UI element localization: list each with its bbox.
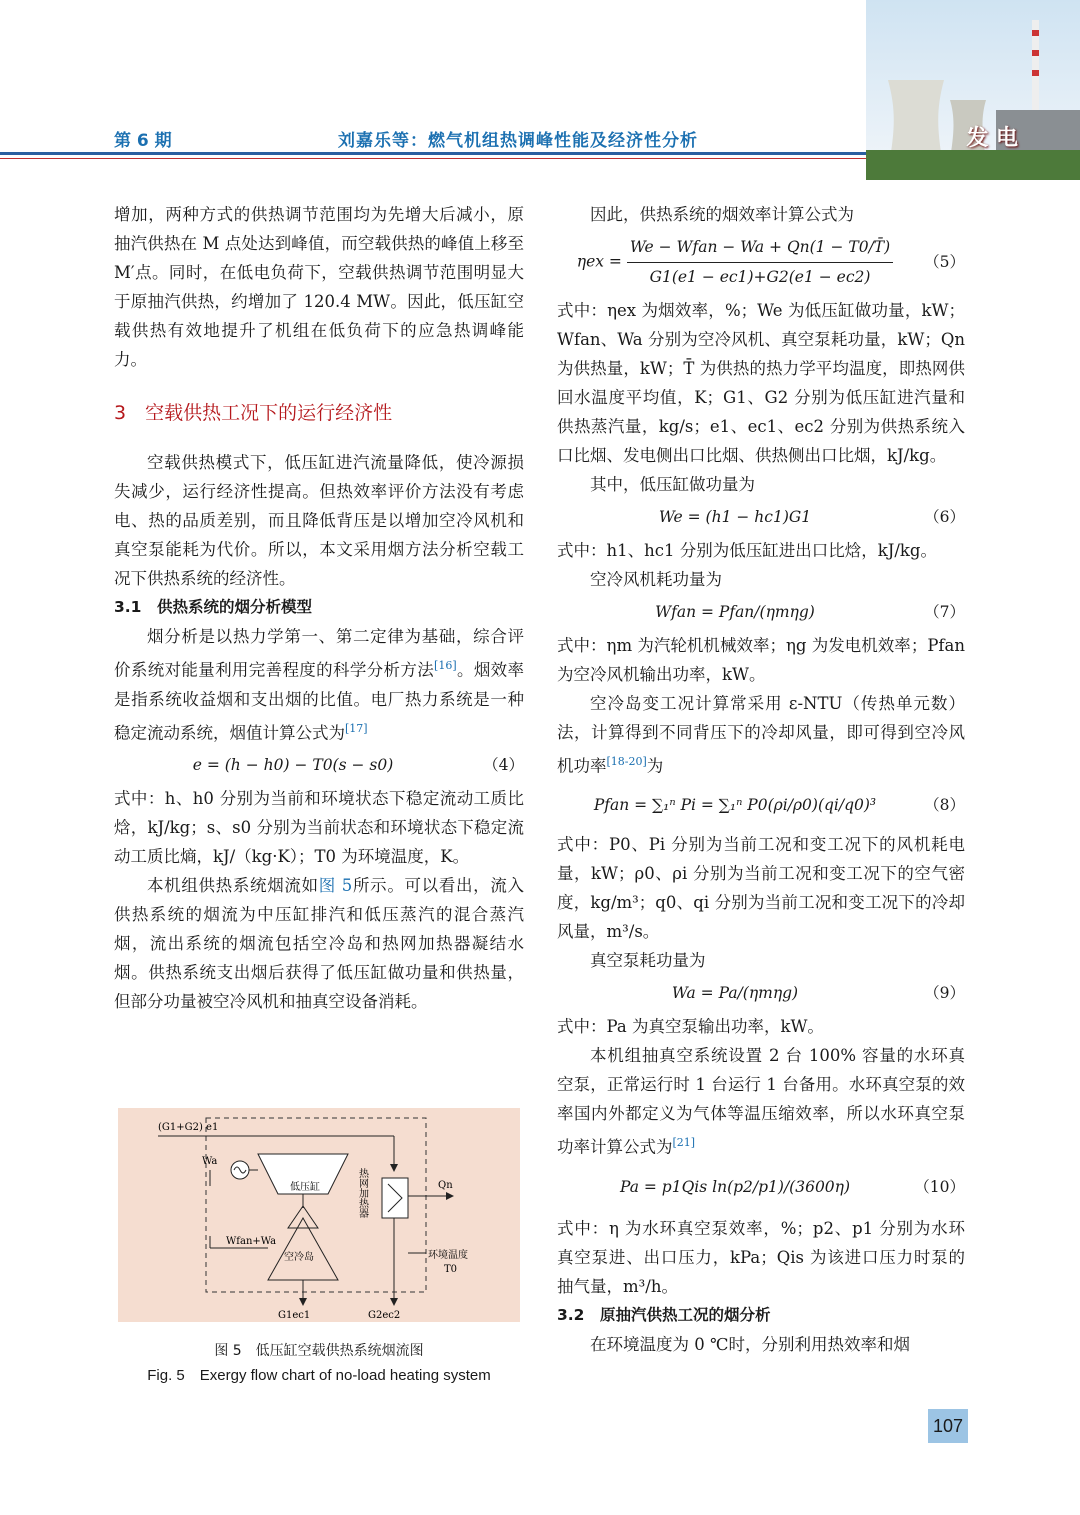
turbine-label: 低压缸 [290,1182,320,1193]
figure-5 [118,1108,520,1322]
section-heading: 3 空载供热工况下的运行经济性 [114,402,393,424]
equation-body: Pfan = ∑₁ⁿ Pi = ∑₁ⁿ P0(ρi/ρ0)(qi/q0)³ [593,795,877,814]
power-plant-image [866,0,1080,180]
equation-body [557,233,913,292]
figure-link[interactable]: 图 5 [318,876,353,895]
eq5-lhs: ηex = [576,252,622,271]
text: 。烟效率是指系统收益烟和支出烟的比值。电厂热力系统是一种稳定流动系统，烟值计算公式为 [114,660,524,742]
paragraph: 在环境温度为 0 ℃时，分别利用热效率和烟 [590,1335,910,1354]
text: 本机组供热系统烟流如 [147,876,319,895]
heat-network-heater [382,1178,408,1218]
equation-7 [557,598,965,627]
paragraph: 因此，供热系统的烟效率计算公式为 [590,205,854,224]
t0-label: T0 [444,1264,458,1275]
eq5-fraction [627,233,893,292]
text: 为 [646,756,664,776]
qn-label: Qn [438,1180,453,1191]
equation-8 [557,791,965,820]
citation[interactable]: [17] [345,721,368,735]
issue-number: 第 6 期 [114,131,172,151]
text: 烟分析是以热力学第一、第二定律为基础，综合评价系统对能量利用完善程度的科学分析方法 [114,627,524,680]
paragraph [114,622,524,747]
heater-label: 热网加热器 [356,1168,368,1218]
equation-number: （8） [924,795,965,814]
equation-body: Pa = p1Qis ln(p2/p1)/(3600η) [619,1178,851,1196]
island-label: 空冷岛 [284,1252,314,1263]
equation-9 [557,979,965,1008]
paragraph: 增加，两种方式的供热调节范围均为先增大后减小，原抽汽供热在 M 点处达到峰值，而空载供热的峰值上移至 M′点。同时，在低电负荷下，空载供热调节范围明显大于原抽汽供热，约增加了 120.4 MW。因此，低压缸空载供热有效地提升了机组在低负荷下的应急热调峰能力。 [114,205,524,369]
equation-5 [557,233,965,292]
env-label: 环境温度 [428,1250,468,1261]
subsection-heading: 3.1 供热系统的烟分析模型 [114,598,312,616]
paragraph: 空载供热模式下，低压缸进汽流量降低，使冷源损失减少，运行经济性提高。但热效率评价方法没有考虑电、热的品质差别，而且降低背压是以增加空冷风机和真空泵能耗为代价。所以，本文采用烟方法分析空载工况下供热系统的经济性。 [114,453,524,588]
exergy-flow-diagram [118,1108,520,1322]
paragraph: 式中：ηm 为汽轮机机械效率；ηg 为发电机效率；Pfan 为空冷风机输出功率，kW。 [557,636,965,684]
citation[interactable]: [18-20] [606,755,647,768]
outlet1-label: G1ec1 [278,1310,311,1321]
paragraph: 式中：η 为水环真空泵效率，%；p2、p1 分别为水环真空泵进、出口压力，kPa；Qis 为该进口压力时泵的抽气量，m³/h。 [557,1219,965,1296]
equation-4 [114,751,524,780]
equation-number: （7） [924,603,965,621]
header-photo [866,0,1080,180]
page-number: 107 [928,1409,968,1443]
paragraph [557,1041,965,1162]
paragraph [557,689,965,781]
text: 所示。可以看出，流入供热系统的烟流为中压缸排汽和低压蒸汽的混合蒸汽烟，流出系统的烟流包括空冷岛和热网加热器凝结水烟。供热系统支出烟后获得了低压缸做功量和供热量，但部分功量被空冷风机和抽真空设备消耗。 [114,876,525,1011]
outlet2-label: G2ec2 [368,1310,401,1321]
numerator: We − Wfan − Wa + Qn(1 − T0/T̄) [627,233,893,263]
equation-body: Wfan = Pfan/(ηmηg) [655,603,815,621]
text: 本机组抽真空系统设置 2 台 100% 容量的水环真空泵，正常运行时 1 台运行 1 台备用。水环真空泵的效率国内外都定义为气体等温压缩效率，所以水环真空泵功率计算公式为 [557,1045,965,1156]
equation-number: （9） [924,983,965,1002]
equation-body: We = (h1 − hc1)G1 [658,508,812,526]
figure-caption-en: Fig. 5 Exergy flow chart of no-load heating system [147,1367,491,1384]
paragraph: 式中：h1、hc1 分别为低压缸进出口比焓，kJ/kg。 [557,541,937,560]
equation-number: （5） [924,253,965,271]
text: 空冷岛变工况计算常采用 ε-NTU（传热单元数）法，计算得到不同背压下的冷却风量，即可得到空冷风机功率 [557,694,965,776]
paragraph: 其中，低压缸做功量为 [590,475,755,494]
right-column [557,200,965,1359]
paragraph: 式中：h、h0 分别为当前和环境状态下稳定流动工质比焓，kJ/kg；s、s0 分别为当前状态和环境状态下稳定流动工质比熵，kJ/（kg·K）；T0 为环境温度，K。 [114,789,524,866]
equation-number: （10） [914,1178,965,1196]
paragraph: 真空泵耗功量为 [590,950,706,970]
section-label: 发 电 [966,126,1018,151]
paragraph: 式中：Pa 为真空泵输出功率，kW。 [557,1016,824,1036]
paragraph: 式中：P0、Pi 分别为当前工况和变工况下的风机耗电量，kW；ρ0、ρi 分别为当前工况和变工况下的空气密度，kg/m³；q0、qi 分别为当前工况和变工况下的冷却风量，m³/s。 [557,834,965,941]
denominator: G1(e1 − ec1)+G2(e1 − ec2) [649,268,871,286]
paragraph: 式中：ηex 为烟效率，%；We 为低压缸做功量，kW；Wfan、Wa 分别为空冷风机、真空泵耗功量，kW；Qn 为供热量，kW；T̄ 为供热的热力学平均温度，即热网供回水温度平均值，K；G1、G2 分别为低压缸进汽量和供热蒸汽量，kg/s；e1、ec1、ec2 分别为供热系统入口比烟、发电侧出口比烟、供热侧出口比烟，kJ/kg。 [557,301,965,465]
equation-6 [557,503,965,532]
equation-number: （6） [924,508,965,526]
equation-number: （4） [483,756,524,774]
equation-body: Wa = Pa/(ηmηg) [671,983,799,1002]
equation-body: e = (h − h0) − T0(s − s0) [192,756,394,774]
running-title: 刘嘉乐等：燃气机组热调峰性能及经济性分析 [338,131,698,151]
subsection-heading: 3.2 原抽汽供热工况的烟分析 [557,1306,771,1324]
wfan-label: Wfan+Wa [226,1236,277,1247]
wa-label: Wa [202,1156,218,1167]
header-rule-accent [0,158,868,159]
citation[interactable]: [21] [672,1135,696,1149]
equation-10 [557,1173,965,1202]
inlet-label: (G1+G2) e1 [158,1122,219,1133]
header-rule [0,152,868,155]
citation[interactable]: [16] [434,659,457,672]
paragraph [114,871,524,1016]
left-column [114,200,524,1016]
paragraph: 空冷风机耗功量为 [590,570,722,589]
figure-caption-cn: 图 5 低压缸空载供热系统烟流图 [214,1343,424,1359]
